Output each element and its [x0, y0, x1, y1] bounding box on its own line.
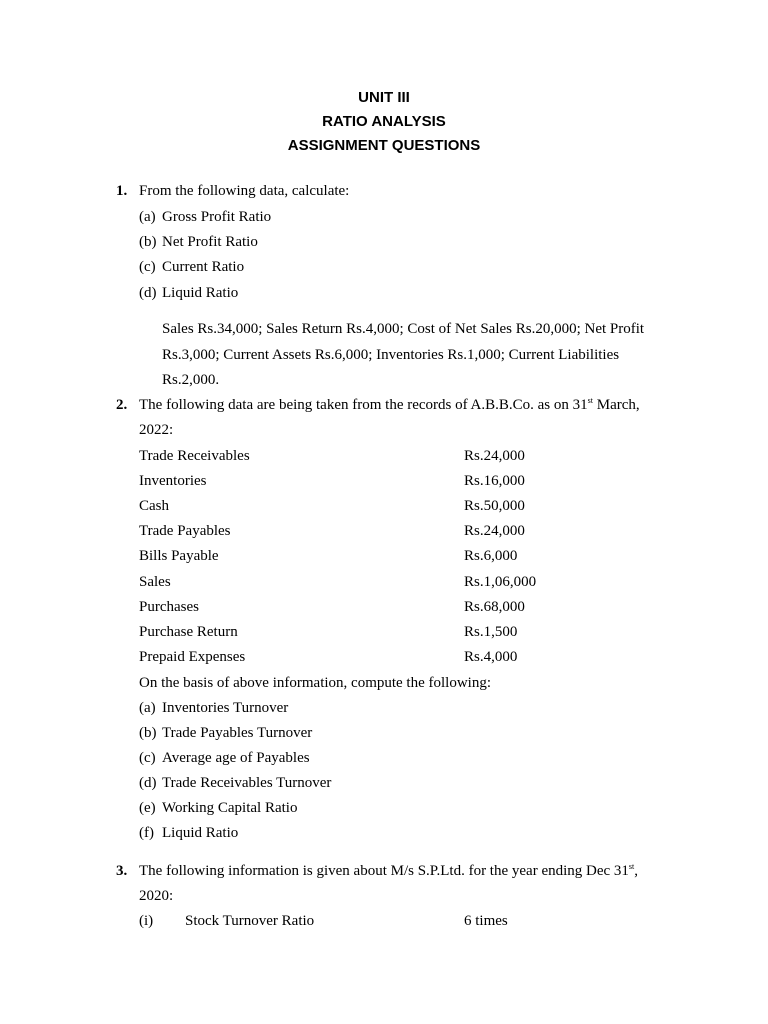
question-1-intro: From the following data, calculate:	[139, 183, 350, 199]
q2-item-label: (e)	[139, 800, 156, 816]
q2-row-label: Sales	[139, 574, 171, 590]
q2-row-value: Rs.16,000	[464, 473, 525, 489]
q2-item-text: Trade Receivables Turnover	[162, 775, 332, 791]
question-2-line1: The following data are being taken from the records of A.B.B.Co. as on 31st March,	[139, 396, 640, 413]
q2-item-text: Working Capital Ratio	[162, 800, 298, 816]
q2-item-label: (f)	[139, 825, 154, 841]
q1-item-text: Net Profit Ratio	[162, 234, 258, 250]
topic-heading: RATIO ANALYSIS	[322, 113, 446, 130]
q2-item-text: Trade Payables Turnover	[162, 725, 313, 741]
q2-row-value: Rs.50,000	[464, 498, 525, 514]
q1-item-label: (d)	[139, 285, 157, 301]
q2-item-label: (d)	[139, 775, 157, 791]
question-3-number: 3.	[116, 863, 128, 879]
q1-item-text: Current Ratio	[162, 259, 245, 275]
q1-item-label: (b)	[139, 234, 157, 250]
q1-data-line: Sales Rs.34,000; Sales Return Rs.4,000; Cost of Net Sales Rs.20,000; Net Profit	[162, 321, 645, 337]
q2-row-value: Rs.24,000	[464, 523, 525, 539]
q3-row-text: Stock Turnover Ratio	[185, 913, 315, 929]
q2-item-label: (a)	[139, 700, 156, 716]
q2-row-label: Purchases	[139, 599, 199, 615]
ordinal-suffix: st	[628, 862, 635, 871]
unit-heading: UNIT III	[358, 89, 410, 106]
q2-item-label: (b)	[139, 725, 157, 741]
ordinal-suffix: st	[587, 396, 593, 405]
q1-item-label: (c)	[139, 259, 156, 275]
q2-row-label: Trade Payables	[139, 523, 231, 539]
q1-data-line: Rs.2,000.	[162, 372, 220, 388]
q2-row-label: Cash	[139, 498, 169, 514]
q2-row-value: Rs.24,000	[464, 448, 525, 464]
q1-item-text: Gross Profit Ratio	[162, 209, 272, 225]
assignment-heading: ASSIGNMENT QUESTIONS	[287, 137, 481, 154]
q2-row-value: Rs.1,06,000	[464, 574, 537, 590]
q2-item-text: Liquid Ratio	[162, 825, 239, 841]
q3-row-label: (i)	[139, 913, 154, 929]
question-2-line2: 2022:	[139, 422, 174, 438]
question-2-number: 2.	[116, 397, 128, 413]
q2-row-value: Rs.68,000	[464, 599, 525, 615]
q2-row-label: Prepaid Expenses	[139, 649, 246, 665]
q2-row-value: Rs.1,500	[464, 624, 518, 640]
q3-row-value: 6 times	[464, 913, 508, 929]
q1-item-label: (a)	[139, 209, 156, 225]
question-1-number: 1.	[116, 183, 128, 199]
question-3-line2: 2020:	[139, 888, 174, 904]
q2-compute-intro: On the basis of above information, compute the following:	[139, 675, 492, 691]
q2-item-text: Inventories Turnover	[162, 700, 289, 716]
q2-row-value: Rs.4,000	[464, 649, 518, 665]
q2-row-label: Trade Receivables	[139, 448, 250, 464]
question-3-line1: The following information is given about M/s S.P.Ltd. for the year ending Dec 31st,	[139, 862, 639, 879]
q2-row-label: Bills Payable	[139, 548, 219, 564]
q1-item-text: Liquid Ratio	[162, 285, 239, 301]
q2-row-value: Rs.6,000	[464, 548, 518, 564]
q2-item-label: (c)	[139, 750, 156, 766]
q2-item-text: Average age of Payables	[162, 750, 310, 766]
q1-data-line: Rs.3,000; Current Assets Rs.6,000; Inventories Rs.1,000; Current Liabilities	[162, 347, 620, 363]
q2-row-label: Purchase Return	[139, 624, 238, 640]
q2-row-label: Inventories	[139, 473, 207, 489]
